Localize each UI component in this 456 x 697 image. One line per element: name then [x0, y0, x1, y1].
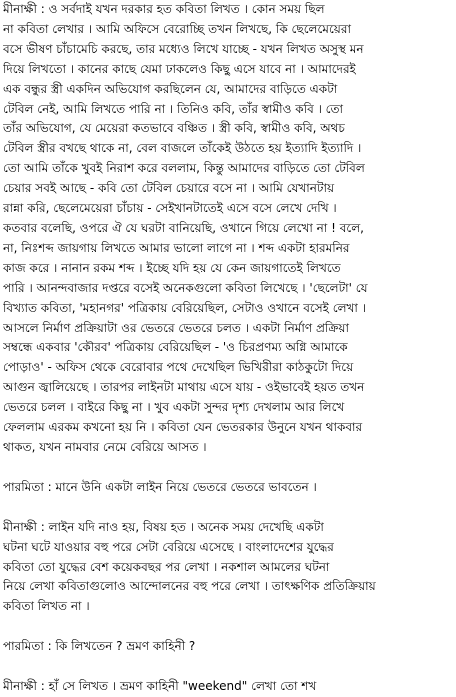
text-line: সম্বন্ধে একবার 'কৌরব' পত্রিকায় বেরিয়েছিল - 'ও চিরপ্রণম্য অগ্নি আমাকে — [3, 340, 348, 355]
text-line: পারমিতা : কি লিখতেন ? ভ্রমণ কাহিনী ? — [3, 639, 196, 654]
text-line: থাকত, যখন নামবার নেমে বেরিয়ে আসত । — [3, 439, 207, 454]
text-line: টেবিল স্ত্রীর বখছে থাকে না, বেল বাজলে তাঁকেই উঠতে হয় ইত্যাদি ইত্যাদি । — [3, 141, 362, 156]
interview-paragraph-3 — [3, 518, 454, 618]
text-line: আগুন জ্বালিয়েছে । তারপর লাইনটা মাথায় এসে যায় - ওইভাবেই হয়ত তখন — [3, 380, 365, 395]
text-line: আসলে নির্মাণ প্রক্রিয়াটা ওর ভেতরে ভেতরে চলত । একটা নির্মাণ প্রক্রিয়া — [3, 320, 349, 335]
paragraph-spacer — [3, 498, 454, 518]
text-line: পারি । আনন্দবাজার দপ্তরে বসেই অনেকগুলো কবিতা লিখেছে । 'ছেলেটা' যে — [3, 280, 368, 295]
text-line: কাজ করে । নানান রকম শব্দ । ইচ্ছে যদি হয় যে কেন জায়গাতেই লিখতে — [3, 260, 341, 275]
interview-paragraph-2 — [3, 478, 454, 498]
text-line: চেয়ার সবই আছে - কবি তো টেবিল চেয়ারে বসে না । আমি যেখানটায় — [3, 181, 335, 196]
text-line: ফেললাম এরকম কখনো হয় নি । কবিতা যেন ভেতরকার উনুনে যখন থাকবার — [3, 420, 363, 435]
text-line: বসে ভীষণ চাঁচামেচি করছে, তার মধ্যেও লিখে যাচ্ছে - যখন লিখত অসুস্থ মন — [3, 41, 364, 56]
paragraph-spacer — [3, 617, 454, 637]
paragraph-spacer — [3, 458, 454, 478]
text-line: তাঁর অভিযোগ, যে মেয়েরা কতভাবে বঞ্চিত । স্ত্রী কবি, স্বামীও কবি, অথচ — [3, 121, 345, 136]
text-line: না কবিতা লেখার । আমি অফিসে বেরোচ্ছি তখন লিখছে, কি ছেলেমেয়েরা — [3, 21, 351, 36]
text-line: তো আমি তাঁকে খুবই নিরাশ করে বললাম, কিন্তু আমাদের বাড়িতে তো টেবিল — [3, 161, 365, 176]
paragraph-spacer — [3, 657, 454, 677]
text-line: বিখ্যাত কবিতা, 'মহানগর' পত্রিকায় বেরিয়েছিল, সেটাও ওখানে বসেই লেখা । — [3, 300, 366, 315]
text-line: কবিতা লিখত না । — [3, 599, 90, 614]
text-line: না, নিঃশব্দ জায়গায় লিখতে আমার ভালো লাগে না । শব্দ একটা হারমনির — [3, 240, 350, 255]
text-line: রান্না করি, ছেলেমেয়েরা চাঁচায় - সেইখানটাতেই এসে বসে লেখে দেখি । — [3, 201, 337, 216]
text-line: পোড়াও' - অফিস থেকে বেরোবার পথে দেখেছিল ভিখিরীরা কাঠকুটো দিয়ে — [3, 360, 354, 375]
text-line: কতবার বলেছি, ওপরে ঐ যে ঘরটা বানিয়েছি, ওখানে গিয়ে লেখো না ! বলে, — [3, 220, 364, 235]
text-line: দিয়ে লিখতো । কানের কাছে যেমা ঢাকলেও কিছু এসে যাবে না । আমাদেরই — [3, 61, 356, 76]
interview-paragraph-1 — [3, 0, 454, 458]
text-line: নিয়ে লেখা কবিতাগুলোও আন্দোলনের বহু পরে লেখা । তাৎক্ষণিক প্রতিক্রিয়ায় — [3, 579, 376, 594]
text-line: কবিতা তো যুদ্ধের বেশ কয়েকবছর পর লেখা । নকশাল আমলের ঘটনা — [3, 559, 330, 574]
text-line: মীনাক্ষী : ও সর্বদাই যখন দরকার হত কবিতা লিখত । কোন সময় ছিল — [3, 2, 325, 16]
interview-paragraph-5 — [3, 677, 454, 697]
text-line: টেবিল নেই, আমি লিখতে পারি না । তিনিও কবি, তাঁর স্বামীও কবি । তো — [3, 101, 344, 116]
text-line: ভেতরে চলল । বাইরে কিছু না । খুব একটা সুন্দর দৃশ্য দেখলাম আর লিখে — [3, 400, 345, 415]
text-line: ঘটনা ঘটে যাওয়ার বহু পরে সেটা বেরিয়ে এসেছে । বাংলাদেশের যুদ্ধের — [3, 539, 334, 554]
text-line: মীনাক্ষী : লাইন যদি নাও হয়, বিষয় হত । অনেক সময় দেখেছি একটা — [3, 519, 324, 534]
text-line: পারমিতা : মানে উনি একটা লাইন নিয়ে ভেতরে ভেতরে ভাবতেন । — [3, 479, 317, 494]
interview-paragraph-4 — [3, 637, 454, 657]
text-line: মীনাক্ষী : হাঁ সে লিখত । ভ্রমণ কাহিনী "weekend" লেখা তো শখ — [3, 679, 317, 694]
text-line: এক বন্ধুর স্ত্রী একদিন অভিযোগ করছিলেন যে, আমাদের বাড়িতে একটা — [3, 81, 338, 96]
